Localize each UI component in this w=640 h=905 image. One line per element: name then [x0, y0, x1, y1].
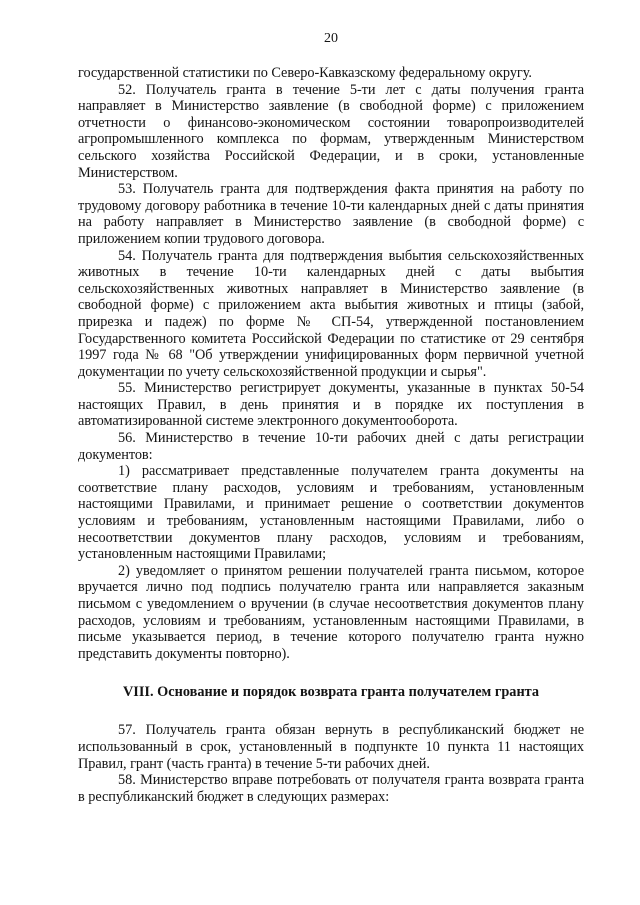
section-title: VIII. Основание и порядок возврата гранта получателем гранта [122, 684, 540, 701]
paragraph-53: 53. Получатель гранта для подтверждения факта принятия на работу по трудовому договору работника в течение 10-ти календарных дней с даты принятия на работу направляет в Министерство заявление (в свободной форме) с приложением копии трудового договора. [78, 181, 584, 247]
document-page [78, 30, 584, 805]
paragraph-55: 55. Министерство регистрирует документы, указанные в пунктах 50-54 настоящих Правил, в день принятия и в порядке их поступления в автоматизированной системе электронного документооборота. [78, 380, 584, 430]
paragraph-52: 52. Получатель гранта в течение 5-ти лет с даты получения гранта направляет в Министерство заявление (в свободной форме) с приложением отчетности о финансово-экономическом состоянии товаропроизводителей агропромышленного комплекса по формам, утвержденным Министерством сельского хозяйства Российской Федерации, и в сроки, установленные Министерством. [78, 81, 584, 181]
paragraph-56: 56. Министерство в течение 10-ти рабочих дней с даты регистрации документов: [78, 430, 584, 463]
page-number: 20 [324, 31, 338, 46]
paragraph-57: 57. Получатель гранта обязан вернуть в республиканский бюджет не использованный в срок, установленный в подпункте 10 пункта 11 настоящих Правил, грант (часть гранта) в течение 5-ти рабочих дней. [78, 722, 584, 772]
paragraph-56-item-2: 2) уведомляет о принятом решении получателей гранта письмом, которое вручается лично под подпись получателю гранта или направляется заказным письмом с уведомлением о вручении (в случае несоответствия документов плану расходов, условиям и требованиям, установленным настоящими Правилами, в письме указывается период, в течение которого получателю гранта нужно представить документы повторно). [78, 562, 584, 662]
paragraph-continuation: государственной статистики по Северо-Кавказскому федеральному округу. [78, 65, 532, 81]
paragraph-56-item-1: 1) рассматривает представленные получателем гранта документы на соответствие плану расходов, условиям и требованиям, установленным настоящими Правилами, и принимает решение о соответствии документов условиям и требованиям, установленным настоящими Правилами, либо о несоответствии документов плану расходов, условиям и требованиям, установленным настоящими Правилами; [78, 463, 584, 563]
paragraph-54: 54. Получатель гранта для подтверждения выбытия сельскохозяйственных животных в течение 10-ти календарных дней с даты выбытия сельскохозяйственных животных направляет в Министерство заявление (в свободной форме) с приложением акта выбытия животных и птицы (забой, прирезка и падеж) по форме № СП-54, утвержденной постановлением Государственного комитета Российской Федерации по статистике от 29 сентября 1997 года № 68 "Об утверждении унифицированных форм первичной учетной документации по учету сельскохозяйственной продукции и сырья". [78, 247, 584, 380]
paragraph-58: 58. Министерство вправе потребовать от получателя гранта возврата гранта в республиканский бюджет в следующих размерах: [78, 772, 584, 805]
